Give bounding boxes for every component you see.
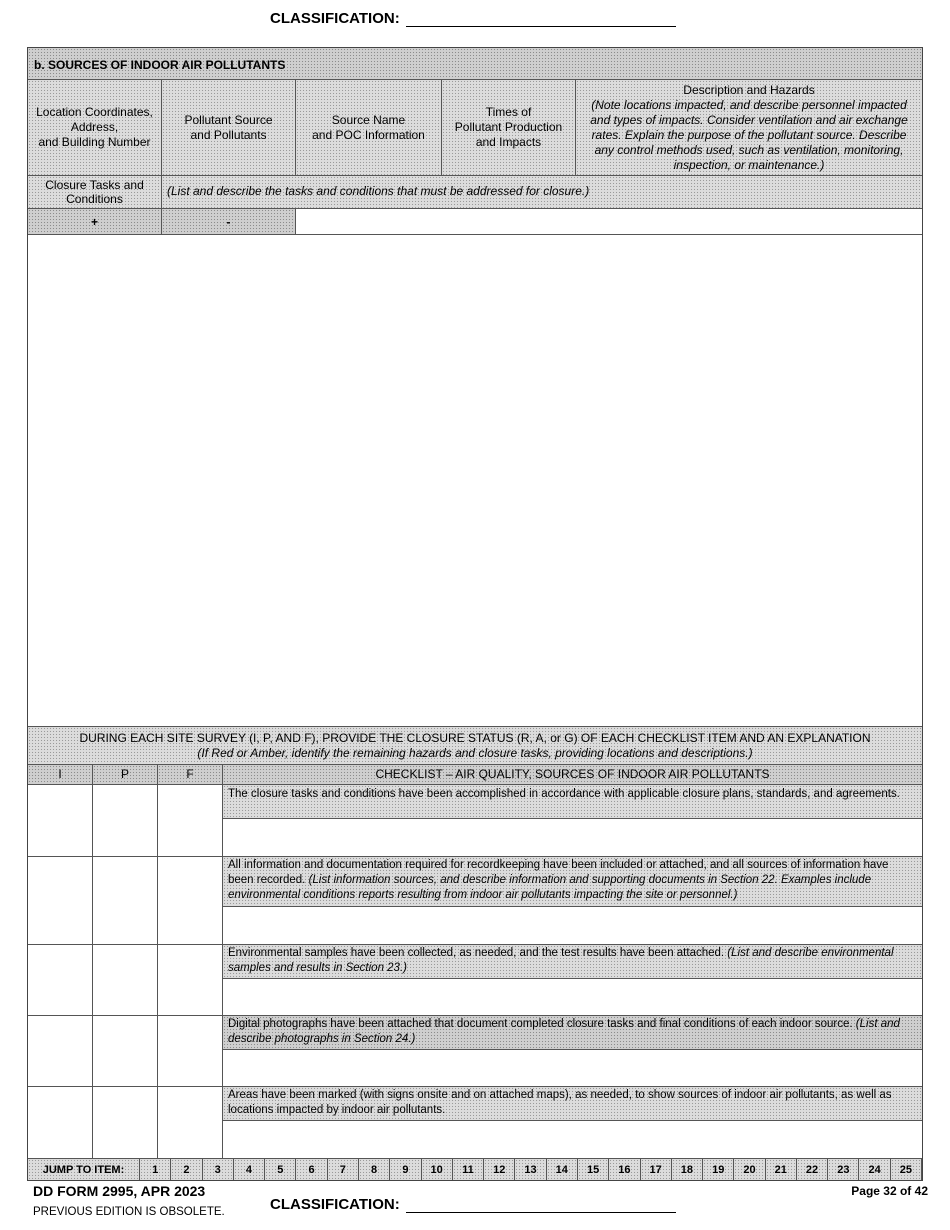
jump-item-17[interactable]: 17 [641, 1159, 672, 1180]
button-row-blank [296, 209, 922, 235]
jump-item-4[interactable]: 4 [234, 1159, 265, 1180]
item3-i-cell[interactable] [28, 945, 93, 1016]
item1-text: The closure tasks and conditions have been accomplished in accordance with applicable closure plans, standards, and agreements. [223, 785, 922, 819]
item3-f-cell[interactable] [158, 945, 223, 1016]
jump-item-9[interactable]: 9 [390, 1159, 421, 1180]
jump-item-18[interactable]: 18 [672, 1159, 703, 1180]
jump-item-21[interactable]: 21 [766, 1159, 797, 1180]
item2-text: All information and documentation required for recordkeeping have been included or attached, and all sources of information have been recorded. (List information sources, and describe information and supporting documents in Section 22. Examples include environmental conditions reports resulting from indoor air pollutants impacting the site or personnel.) [223, 857, 922, 907]
entry-area[interactable] [28, 235, 922, 727]
closure-note: (List and describe the tasks and conditions that must be addressed for closure.) [167, 184, 590, 198]
classification-top [270, 10, 690, 32]
item1-p-cell[interactable] [93, 785, 158, 857]
item1-f-cell[interactable] [158, 785, 223, 857]
jump-item-24[interactable]: 24 [859, 1159, 890, 1180]
item5-i-cell[interactable] [28, 1087, 93, 1159]
survey-line2: (If Red or Amber, identify the remaining hazards and closure tasks, providing locations and descriptions.) [197, 745, 753, 760]
col-p-header: P [93, 765, 158, 785]
item5-f-cell[interactable] [158, 1087, 223, 1159]
jump-item-22[interactable]: 22 [797, 1159, 828, 1180]
item5-text: Areas have been marked (with signs onsite and on attached maps), as needed, to show sources of indoor air pollutants, as well as locations impacted by indoor air pollutants. [223, 1087, 922, 1121]
item3-text: Environmental samples have been collected, as needed, and the test results have been attached. (List and describe environmental samples and results in Section 23.) [223, 945, 922, 979]
item4-p-cell[interactable] [93, 1016, 158, 1087]
item5-p-cell[interactable] [93, 1087, 158, 1159]
jump-item-3[interactable]: 3 [203, 1159, 234, 1180]
jump-item-16[interactable]: 16 [609, 1159, 640, 1180]
jump-item-23[interactable]: 23 [828, 1159, 859, 1180]
item2-i-cell[interactable] [28, 857, 93, 945]
jump-label: JUMP TO ITEM: [28, 1159, 140, 1180]
item4-f-cell[interactable] [158, 1016, 223, 1087]
section-title: b. SOURCES OF INDOOR AIR POLLUTANTS [34, 58, 286, 72]
closure-label: Closure Tasks and Conditions [28, 176, 162, 209]
survey-line1: DURING EACH SITE SURVEY (I, P, AND F), PROVIDE THE CLOSURE STATUS (R, A, or G) OF EACH CHECKLIST ITEM AND AN EXPLANATION [79, 730, 871, 745]
jump-item-14[interactable]: 14 [547, 1159, 578, 1180]
page-number: Page 32 of 42 [851, 1184, 928, 1198]
item4-explanation[interactable] [223, 1050, 922, 1087]
jump-item-13[interactable]: 13 [515, 1159, 546, 1180]
form-id: DD FORM 2995, APR 2023 [33, 1183, 206, 1199]
jump-item-20[interactable]: 20 [734, 1159, 765, 1180]
checklist-title: CHECKLIST – AIR QUALITY, SOURCES OF INDOOR AIR POLLUTANTS [223, 765, 922, 785]
col-header-source-name: Source Name and POC Information [296, 80, 442, 176]
item4-text: Digital photographs have been attached that document completed closure tasks and final conditions of each indoor source. (List and describe photographs in Section 24.) [223, 1016, 922, 1050]
classification-bottom [270, 1196, 690, 1218]
classification-label-bottom: CLASSIFICATION: [270, 1196, 400, 1213]
col-i-header: I [28, 765, 93, 785]
jump-item-10[interactable]: 10 [422, 1159, 453, 1180]
remove-row-button[interactable]: - [162, 209, 296, 235]
survey-instructions [28, 727, 922, 765]
jump-item-25[interactable]: 25 [891, 1159, 922, 1180]
jump-item-5[interactable]: 5 [265, 1159, 296, 1180]
item1-explanation[interactable] [223, 819, 922, 857]
item5-explanation[interactable] [223, 1121, 922, 1159]
jump-item-6[interactable]: 6 [296, 1159, 327, 1180]
closure-note-cell [162, 176, 922, 209]
item2-explanation[interactable] [223, 907, 922, 945]
item2-p-cell[interactable] [93, 857, 158, 945]
col-f-header: F [158, 765, 223, 785]
jump-item-11[interactable]: 11 [453, 1159, 484, 1180]
jump-item-15[interactable]: 15 [578, 1159, 609, 1180]
col-header-pollutant: Pollutant Source and Pollutants [162, 80, 296, 176]
col-header-description [576, 80, 922, 176]
section-title-bar [28, 48, 922, 80]
add-row-button[interactable]: + [28, 209, 162, 235]
jump-bar [140, 1159, 922, 1180]
jump-item-7[interactable]: 7 [328, 1159, 359, 1180]
classification-label: CLASSIFICATION: [270, 10, 400, 27]
jump-item-1[interactable]: 1 [140, 1159, 171, 1180]
col-header-times: Times of Pollutant Production and Impacts [442, 80, 576, 176]
previous-edition: PREVIOUS EDITION IS OBSOLETE. [33, 1206, 225, 1218]
item2-f-cell[interactable] [158, 857, 223, 945]
jump-item-19[interactable]: 19 [703, 1159, 734, 1180]
desc-note: (Note locations impacted, and describe personnel impacted and types of impacts. Consider ventilation and air exchange rates. Explain the purpose of the pollutant source. Describe any control methods used, such as ventilation, monitoring, inspection, or maintenance.) [590, 97, 908, 172]
jump-item-2[interactable]: 2 [171, 1159, 202, 1180]
classification-field[interactable] [406, 12, 676, 27]
jump-item-8[interactable]: 8 [359, 1159, 390, 1180]
jump-item-12[interactable]: 12 [484, 1159, 515, 1180]
item4-i-cell[interactable] [28, 1016, 93, 1087]
classification-field-bottom[interactable] [406, 1198, 676, 1213]
item3-explanation[interactable] [223, 979, 922, 1016]
col-header-location: Location Coordinates, Address, and Building Number [28, 80, 162, 176]
desc-title: Description and Hazards [683, 82, 815, 97]
item1-i-cell[interactable] [28, 785, 93, 857]
item3-p-cell[interactable] [93, 945, 158, 1016]
